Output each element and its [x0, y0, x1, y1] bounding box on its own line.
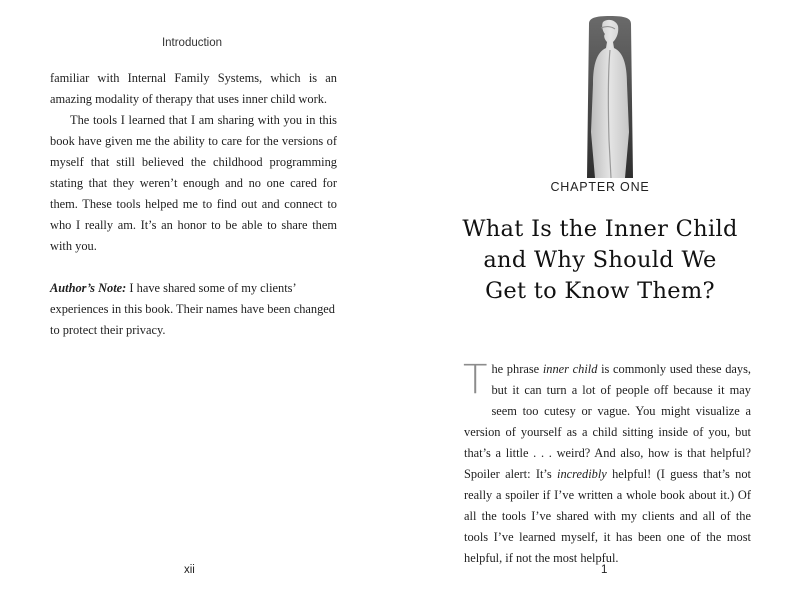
- chapter-title-line: Get to Know Them?: [485, 278, 715, 304]
- opening-emphasis: incredibly: [557, 467, 607, 481]
- paragraph-continued: familiar with Internal Family Systems, which is an amazing modality of therapy that uses inner child work.: [50, 71, 337, 106]
- chapter-title-line: What Is the Inner Child: [462, 216, 738, 242]
- left-body-text: [50, 68, 337, 341]
- opening-emphasis: inner child: [542, 362, 598, 376]
- page-number-left: xii: [184, 564, 195, 576]
- authors-note-text: I have shared some of my clients’ experiences in this book. Their names have been changed to protect their privacy.: [50, 281, 335, 337]
- chapter-label: CHAPTER ONE: [550, 180, 650, 194]
- chapter-opening-paragraph: [464, 359, 751, 569]
- authors-note-label: Author’s Note:: [50, 281, 127, 295]
- silhouette-figure-illustration: [581, 14, 639, 178]
- page-number-right: 1: [601, 564, 608, 576]
- running-head: Introduction: [161, 37, 223, 49]
- opening-text: helpful! (I guess that’s not really a spoiler if I’ve written a whole book about it.) Of all the tools I’ve shared with my clients and all of the tools I’ve learned myself, it has been one of the most helpful, if not the most helpful.: [464, 467, 751, 565]
- chapter-title-line: and Why Should We: [483, 247, 717, 273]
- authors-note: [50, 278, 335, 341]
- chapter-title: [440, 214, 760, 307]
- paragraph-tools: The tools I learned that I am sharing with you in this book have given me the ability to care for the versions of myself that still believed the childhood programming stating that they weren’t enough and no one cared for them. These tools helped me to find out and connect to who I really am. It’s an honor to be able to share them with you.: [50, 113, 337, 253]
- opening-text: he phrase: [491, 362, 543, 376]
- opening-text: is commonly used these days, but it can turn a lot of people off because it may seem too cutesy or vague. You might visualize a version of yourself as a child sitting inside of you, but that’s a little . . . weird? And also, how is that helpful? Spoiler alert: It’s: [464, 362, 752, 481]
- drop-cap: T: [463, 357, 488, 403]
